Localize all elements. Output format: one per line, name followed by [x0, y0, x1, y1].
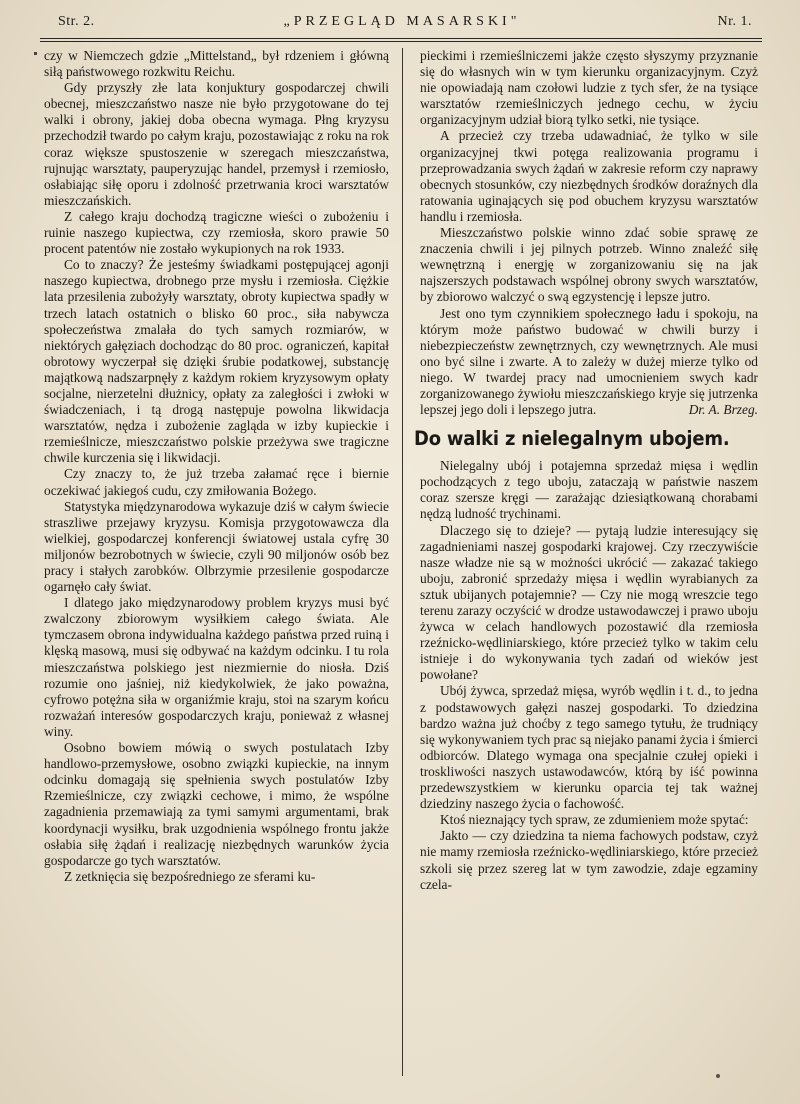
header-rule [40, 38, 762, 39]
paragraph: I dlatego jako międzynarodowy problem kryzys musi być zwalczony zbiorowym wysiłkiem całego świata. Ale tymczasem obrona indywidualna każdego państwa przed ruiną i klęską masową, musi się odbywać na każdym odcinku. I tu rola mieszczaństwa polskiego jest niezmiernie do niosła. Dziś rozumie ono jaśniej, niż kiedykolwiek, że jako poważna, cyfrowo potężna siła w organiźmie kraju, stoi na szarym końcu rozważań interesów gospodarczych kraju, ponieważ z własnej winy. [44, 595, 389, 739]
paragraph: Gdy przyszły złe lata konjuktury gospodarczej chwili obecnej, mieszczaństwo nasze nie było przygotowane do tej walki i obrony, jakiej doba obecna wymaga. Płng kryzysu przechodził twardo po całym kraju, pozostawiając z roku na rok coraz większe spustoszenie w szeregach mieszczaństwa, rujnując warsztaty, pauperyzując handel, przemysł i rzemiosło, osłabiając siłę oporu i zdolność przetrwania kroci warsztatów mieszczańskich. [44, 80, 389, 208]
paragraph: A przecież czy trzeba udawadniać, że tylko w sile organizacyjnej tkwi potęga realizowania programu i przeprowadzania swych żądań w zakresie reform czy naprawy obecnych stosunków, czy niezbędnych środków doraźnych dla ratowania uginających się pod obuchem kryzysu warsztatów handlu i rzemiosła. [420, 128, 758, 224]
header-rule-double [40, 41, 762, 42]
article-headline: Do walki z nielegalnym ubojem. [414, 427, 730, 451]
paragraph: Z całego kraju dochodzą tragiczne wieści o zubożeniu i ruinie naszego kupiectwa, czy rzemiosła, skoro prawie 50 procent patentów nie zostało wykupionych na rok 1933. [44, 208, 389, 257]
right-column [414, 48, 758, 893]
paragraph: Nielegalny ubój i potajemna sprzedaż mięsa i wędlin pochodzących z tego uboju, zataczają w państwie naszem coraz szersze kręgi — zarażając dziesiątkowaną chorabami nędzą ludność trychinami. [420, 458, 758, 522]
paragraph-text: Jest ono tym czynnikiem społecznego ładu i spokoju, na którym może państwo budować w chwili burzy i niebezpieczeństw zewnętrznych, czy wewnętrznych. Ale musi ono być silne i zwarte. A to zależy w dużej mierze tylko od niego. W twardej pracy nad umocnieniem swych kadr zorganizowanego żywiołu mieszczańskiego kryje się jutrzenka lepszej jego doli i lepszego jutra. [420, 305, 758, 418]
issue-number: Nr. 1. [717, 14, 752, 29]
paragraph: czy w Niemczech gdzie „Mittelstand„ był rdzeniem i główną siłą państwowego rozkwitu Reichu. [44, 48, 389, 80]
page-number: Str. 2. [58, 14, 95, 29]
paragraph: Ubój żywca, sprzedaż mięsa, wyrób wędlin i t. d., to jedna z podstawowych gałęzi naszej gospodarki. To dziedzina bardzo ważna już choćby z tego samego tytułu, że trudniący się wykonywaniem tych prac są niejako panami życia i śmierci odbiorców. Dlatego wymaga ona specjalnie czułej opieki i troskliwości naszych ustawodawców, którą by iść powinna przedewszystkiem w kierunku oparcia tej tak ważnej dziedziny naszego życia o fachowość. [420, 683, 758, 812]
author-signature: Dr. A. Brzeg. [688, 402, 758, 418]
paragraph: Osobno bowiem mówią o swych postulatach Izby handlowo-przemysłowe, osobno związki kupieckie, na innym odcinku domagają się spełnienia swych postulatów Izby Rzemieślnicze, czy związki cechowe, i mimo, że wspólne zagadnienia przemawiają za tymi samymi argumentami, brak koordynacji wysiłku, brak uzgodnienia wspólnego frontu jakże osłabia siłę żądań i realizację niezbędnych warunków życia gospodarcze go tych warsztatów. [44, 740, 389, 868]
left-column [44, 48, 389, 885]
paragraph-with-signature [420, 306, 758, 419]
paragraph: Jakto — czy dziedzina ta niema fachowych podstaw, czyż nie mamy rzemiosła rzeźnicko-wędliniarskiego, które przecież szkoli się przez szereg lat w tym zawodzie, zdaje egzaminy czela- [420, 828, 758, 892]
margin-mark [34, 52, 37, 55]
paragraph: Z zetknięcia się bezpośredniego ze sferami ku- [64, 868, 316, 884]
paragraph: Dlaczego się to dzieje? — pytają ludzie interesujący się zagadnieniami naszej gospodarki krajowej. Czy rzeczywiście nasze władze nie są w możności ukrócić — zakazać takiego uboju, zabronić sprzedaży mięsa i wędlin wyrabianych za sztuk ubijanych potajemnie? — Czy nie mogą wreszcie tego terenu zarazy oczyścić w drodze ustawodawczej i prawo uboju żywca w celach handlowych pozostawić dla rzemiosła rzeźnicko-wędliniarskiego, które przecież tylko w takim celu istnieje i do wykonywania tych zadań od wieków jest powołane? [420, 522, 758, 683]
paragraph: Ktoś nieznający tych spraw, ze zdumieniem może spytać: [440, 812, 749, 828]
ink-speck [716, 1074, 720, 1078]
paragraph: Statystyka międzynarodowa wykazuje dziś w całym świecie straszliwe przejawy kryzysu. Komisja przygotowawcza dla wielkiej, gospodarczej konferencji światowej ustala cyfrę 30 miljonów bezrobotnych w świecie, czyli 90 miljonów osób bez pracy i stałych zarobków. Olbrzymie przesilenie gospodarcze ogarnęło cały świat. [44, 498, 389, 595]
paragraph: Co to znaczy? Że jesteśmy świadkami postępującej agonji naszego kupiectwa, drobnego prze mysłu i rzemiosła. Ciężkie lata przesilenia zubożyły warsztaty, obroty kupiectwa spadły w trzech latach ostatnich o blisko 60 proc., siła nabywcza społeczeństwa zmalała do tych samych rozmiarów, w niektórych gałęziach dochodząc do 80 proc. ograniczeń, kapitał obrotowy wyczerpał się dzięki śrubie podatkowej, substancję majątkową nadszarpnęły z każdym rokiem kryzysowym opłaty socjalne, nierzetelni dłużnicy, opłaty za zaległości i zwłoki w świadczeniach, i tą drogą następuje powolna likwidacja warsztatów, nędza i zubożenie zagląda w izby kupieckie i rzemieślnicze, mieszczaństwo polskie przeżywa swe tragiczne chwile kurczenia się i likwidacji. [44, 257, 389, 466]
paragraph: Mieszczaństwo polskie winno zdać sobie sprawę ze znaczenia chwili i jej pilnych potrzeb. Winno znaleźć siłę wewnętrzną i energję w zorganizowaniu się na jak najszerszych podstawach wspólnej obrony swych warsztatów, by zbiorowo walczyć o swą egzystencję i lepsze jutro. [420, 225, 758, 305]
paragraph: pieckimi i rzemieślniczemi jakże często słyszymy przyznanie się do własnych win w tym kierunku organizacyjnym. Czyż nie opowiadają nam czołowi ludzie z tych sfer, że na tysiące warsztatów rzemieślniczych jednego cechu, w życiu organizacyjnym udział biorą tylko setki, nie tysiące. [420, 48, 758, 128]
column-divider [402, 48, 403, 1076]
paragraph: Czy znaczy to, że już trzeba załamać ręce i biernie oczekiwać jakiegoś cudu, czy zmiłowania Bożego. [44, 466, 389, 498]
publication-title: „PRZEGLĄD MASARSKI" [283, 14, 521, 29]
page-header [42, 10, 762, 34]
